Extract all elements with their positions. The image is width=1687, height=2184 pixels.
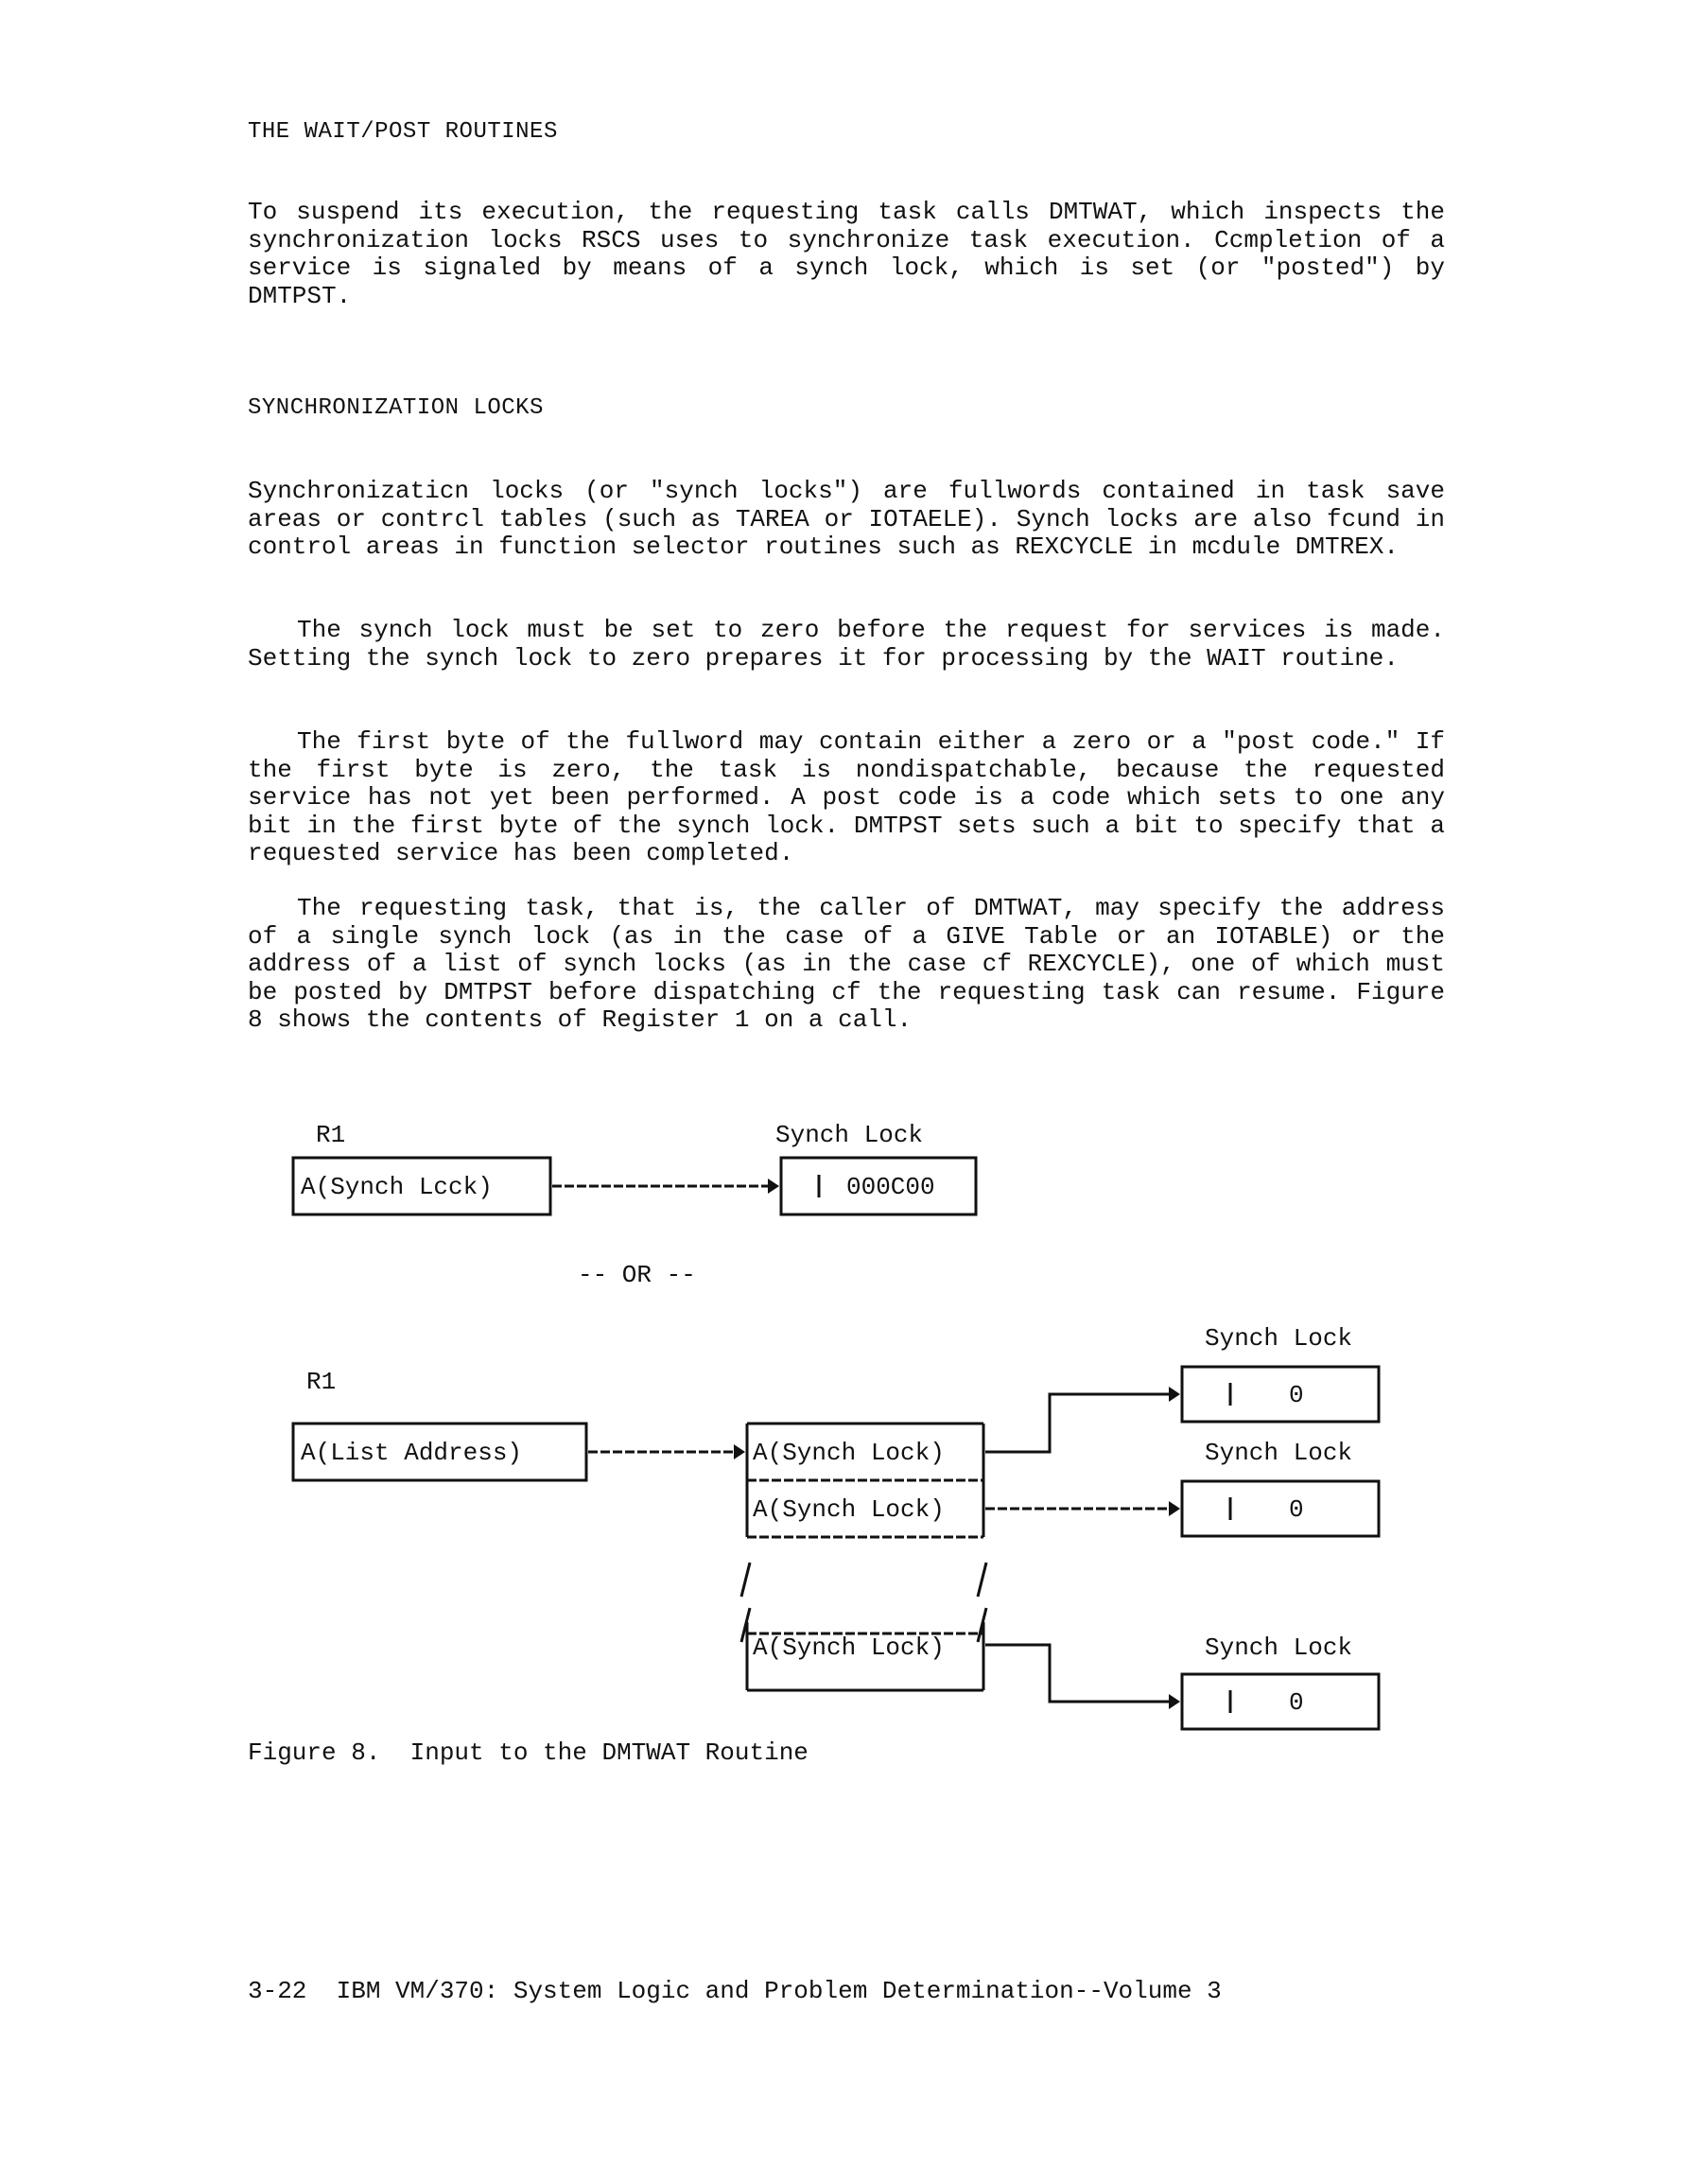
- arrow-head: [1169, 1387, 1180, 1402]
- lock-value: 000C00: [846, 1173, 935, 1201]
- or-separator: -- OR --: [578, 1261, 696, 1289]
- lock-value: 0: [1289, 1381, 1304, 1409]
- list-break-mark: [978, 1608, 986, 1642]
- list-break-mark: [741, 1563, 750, 1597]
- figure-caption: Figure 8. Input to the DMTWAT Routine: [248, 1738, 809, 1767]
- arrow-head: [1169, 1694, 1180, 1709]
- arrow-head: [1169, 1501, 1180, 1516]
- connector-line: [985, 1394, 1169, 1452]
- paragraph: To suspend its execution, the requesting task calls DMTWAT, which inspects the synchronization locks RSCS uses to synchronize task execution. Ccmpletion of a service is signaled by means of a synch lock, which is set (or "posted") by DMTPST.: [248, 198, 1445, 310]
- section-heading-wait-post: THE WAIT/POST ROUTINES: [248, 119, 558, 145]
- lock-box: [1182, 1674, 1379, 1729]
- register-value: A(Synch Lcck): [301, 1173, 493, 1201]
- list-entry: A(Synch Lock): [753, 1495, 945, 1524]
- lock-box: [1182, 1481, 1379, 1536]
- lock-value: 0: [1289, 1688, 1304, 1717]
- paragraph: Synchronizaticn locks (or "synch locks") are fullwords contained in task save areas or contrcl tables (such as TAREA or IOTAELE). Synch locks are also fcund in control areas in function selector routines such as REXCYCLE in mcdule DMTREX.: [248, 477, 1445, 562]
- connector-line: [985, 1645, 1169, 1702]
- page-footer: 3-22 IBM VM/370: System Logic and Problem Determination--Volume 3: [248, 1977, 1222, 2005]
- register-label: R1: [316, 1121, 346, 1149]
- paragraph: The requesting task, that is, the caller of DMTWAT, may specify the address of a single synch lock (as in the case of a GIVE Table or an IOTABLE) or the address of a list of synch locks (as in the case cf REXCYCLE), one of which must be posted by DMTPST before dispatching cf the requesting task can resume. Figure 8 shows the contents of Register 1 on a call.: [248, 894, 1445, 1035]
- lock-box: [1182, 1367, 1379, 1422]
- list-break-mark: [741, 1608, 750, 1642]
- register-value: A(List Address): [301, 1439, 523, 1467]
- lock-value: 0: [1289, 1495, 1304, 1524]
- list-entry: A(Synch Lock): [753, 1439, 945, 1467]
- lock-label: Synch Lock: [1205, 1324, 1353, 1353]
- arrow-head: [734, 1444, 745, 1459]
- paragraph: The first byte of the fullword may contain either a zero or a "post code." If the first byte is zero, the task is nondispatchable, because the requested service has not yet been performed. A post code is a code which sets to one any bit in the first byte of the synch lock. DMTPST sets such a bit to specify that a requested service has been completed.: [248, 727, 1445, 868]
- lock-label: Synch Lock: [1205, 1439, 1353, 1467]
- register-label: R1: [306, 1368, 337, 1396]
- lock-label: Synch Lock: [775, 1121, 924, 1149]
- list-break-mark: [978, 1563, 986, 1597]
- arrow-head: [768, 1179, 779, 1194]
- paragraph: The synch lock must be set to zero before the request for services is made. Setting the synch lock to zero prepares it for processing by the WAIT routine.: [248, 616, 1445, 673]
- list-entry: A(Synch Lock): [753, 1634, 945, 1662]
- section-heading-synch-locks: SYNCHRONIZATION LOCKS: [248, 395, 544, 421]
- lock-label: Synch Lock: [1205, 1634, 1353, 1662]
